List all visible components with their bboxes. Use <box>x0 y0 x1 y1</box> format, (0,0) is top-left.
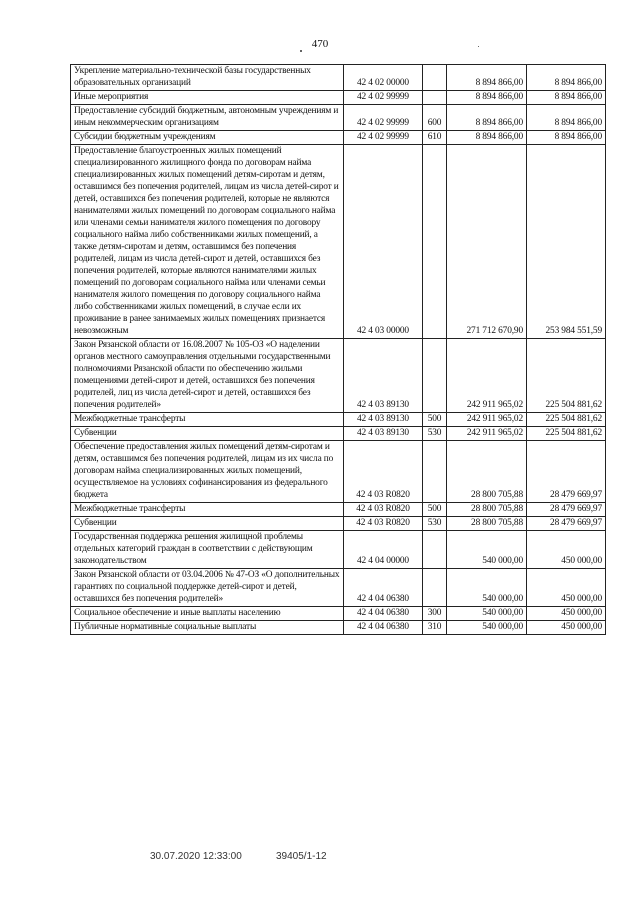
page-number: 470 <box>311 38 329 50</box>
row-sum-2021-cell: 225 504 881,62 <box>527 427 606 441</box>
table-row <box>71 145 606 339</box>
table-row <box>71 441 606 503</box>
row-code-cell: 42 4 03 89130 <box>344 427 423 441</box>
table-row <box>71 503 606 517</box>
row-expense-type-cell: 530 <box>423 427 447 441</box>
row-sum-2020-cell: 8 894 866,00 <box>447 91 527 105</box>
table-row <box>71 427 606 441</box>
row-code-cell: 42 4 03 R0820 <box>344 503 423 517</box>
row-expense-type-cell <box>423 65 447 91</box>
row-name-cell: Межбюджетные трансферты <box>71 503 344 517</box>
row-name-cell: Субвенции <box>71 517 344 531</box>
row-sum-2021-cell: 225 504 881,62 <box>527 339 606 413</box>
table-row <box>71 621 606 635</box>
row-name-cell: Обеспечение предоставления жилых помещений детям-сиротам и детям, оставшимся без попечения родителей, лицам из их числа по договорам найма специализированных жилых помещений, осуществляемое на условиях софинансирования из федерального бюджета <box>71 441 344 503</box>
table-row <box>71 413 606 427</box>
footer-document-id: 39405/1-12 <box>276 851 327 862</box>
row-expense-type-cell <box>423 441 447 503</box>
row-sum-2020-cell: 28 800 705,88 <box>447 517 527 531</box>
row-expense-type-cell: 500 <box>423 503 447 517</box>
row-name-cell: Субвенции <box>71 427 344 441</box>
row-sum-2021-cell: 8 894 866,00 <box>527 131 606 145</box>
scan-speck <box>478 46 479 47</box>
row-sum-2021-cell: 225 504 881,62 <box>527 413 606 427</box>
row-expense-type-cell: 610 <box>423 131 447 145</box>
row-code-cell: 42 4 04 06380 <box>344 621 423 635</box>
row-sum-2020-cell: 8 894 866,00 <box>447 131 527 145</box>
row-expense-type-cell <box>423 339 447 413</box>
row-sum-2020-cell: 540 000,00 <box>447 607 527 621</box>
row-code-cell: 42 4 03 89130 <box>344 413 423 427</box>
row-sum-2020-cell: 540 000,00 <box>447 621 527 635</box>
row-name-cell: Социальное обеспечение и иные выплаты населению <box>71 607 344 621</box>
table-row <box>71 569 606 607</box>
row-code-cell: 42 4 04 06380 <box>344 607 423 621</box>
row-sum-2020-cell: 8 894 866,00 <box>447 105 527 131</box>
row-code-cell: 42 4 02 99999 <box>344 131 423 145</box>
row-name-cell: Укрепление материально-технической базы государственных образовательных организаций <box>71 65 344 91</box>
row-sum-2021-cell: 28 479 669,97 <box>527 503 606 517</box>
row-sum-2021-cell: 8 894 866,00 <box>527 105 606 131</box>
row-name-cell: Предоставление субсидий бюджетным, автономным учреждениям и иным некоммерческим организациям <box>71 105 344 131</box>
row-sum-2021-cell: 450 000,00 <box>527 621 606 635</box>
table-row <box>71 65 606 91</box>
row-expense-type-cell <box>423 569 447 607</box>
row-sum-2020-cell: 242 911 965,02 <box>447 427 527 441</box>
row-expense-type-cell <box>423 91 447 105</box>
row-sum-2020-cell: 242 911 965,02 <box>447 339 527 413</box>
row-name-cell: Иные мероприятия <box>71 91 344 105</box>
row-name-cell: Закон Рязанской области от 16.08.2007 № 105-ОЗ «О наделении органов местного самоуправления отдельными государственными полномочиями Рязанской области по обеспечению жильми помещениями детей-сирот и детей, оставшихся без попечения родителей, лиц из числа детей-сирот и детей, оставшихся без попечения родителей» <box>71 339 344 413</box>
row-code-cell: 42 4 03 89130 <box>344 339 423 413</box>
row-sum-2021-cell: 450 000,00 <box>527 569 606 607</box>
row-code-cell: 42 4 03 00000 <box>344 145 423 339</box>
row-code-cell: 42 4 02 99999 <box>344 105 423 131</box>
table-row <box>71 339 606 413</box>
table-row <box>71 105 606 131</box>
row-expense-type-cell: 310 <box>423 621 447 635</box>
row-sum-2021-cell: 28 479 669,97 <box>527 441 606 503</box>
row-sum-2020-cell: 540 000,00 <box>447 569 527 607</box>
table-row <box>71 517 606 531</box>
table-row <box>71 91 606 105</box>
row-name-cell: Публичные нормативные социальные выплаты <box>71 621 344 635</box>
row-sum-2021-cell: 450 000,00 <box>527 531 606 569</box>
row-name-cell: Закон Рязанской области от 03.04.2006 № 47-ОЗ «О дополнительных гарантиях по социальной поддержке детей-сирот и детей, оставшихся без попечения родителей» <box>71 569 344 607</box>
row-sum-2020-cell: 28 800 705,88 <box>447 441 527 503</box>
row-code-cell: 42 4 02 00000 <box>344 65 423 91</box>
row-expense-type-cell: 530 <box>423 517 447 531</box>
scan-speck <box>300 50 302 52</box>
row-sum-2021-cell: 28 479 669,97 <box>527 517 606 531</box>
row-code-cell: 42 4 03 R0820 <box>344 441 423 503</box>
row-code-cell: 42 4 04 00000 <box>344 531 423 569</box>
row-sum-2021-cell: 253 984 551,59 <box>527 145 606 339</box>
row-sum-2020-cell: 8 894 866,00 <box>447 65 527 91</box>
row-expense-type-cell: 500 <box>423 413 447 427</box>
row-sum-2020-cell: 271 712 670,90 <box>447 145 527 339</box>
row-sum-2021-cell: 8 894 866,00 <box>527 65 606 91</box>
table-row <box>71 607 606 621</box>
row-name-cell: Предоставление благоустроенных жилых помещений специализированного жилищного фонда по договорам найма специализированных жилых помещений детям-сиротам и детям, оставшимся без попечения родителей, лицам из числа детей-сирот и детей, оставшихся без попечения родителей, которые не являются нанимателями жилых помещений по договорам социального найма или членами семьи нанимателя жилого помещения по договору социального найма либо собственниками жилых помещений, а также детям-сиротам и детям, оставшимся без попечения родителей, лицам из числа детей-сирот и детей, оставшихся без попечения родителей, которые являются нанимателями жилых помещений по договорам социального найма или членами семьи нанимателя жилого помещения по договору социального найма либо собственниками жилых помещений, в случае если их проживание в ранее занимаемых жилых помещениях признается невозможным <box>71 145 344 339</box>
row-sum-2020-cell: 540 000,00 <box>447 531 527 569</box>
row-sum-2021-cell: 450 000,00 <box>527 607 606 621</box>
row-name-cell: Государственная поддержка решения жилищной проблемы отдельных категорий граждан в соответствии с действующим законодательством <box>71 531 344 569</box>
row-code-cell: 42 4 03 R0820 <box>344 517 423 531</box>
row-sum-2021-cell: 8 894 866,00 <box>527 91 606 105</box>
row-name-cell: Субсидии бюджетным учреждениям <box>71 131 344 145</box>
row-sum-2020-cell: 242 911 965,02 <box>447 413 527 427</box>
footer-datetime: 30.07.2020 12:33:00 <box>150 851 242 862</box>
budget-table <box>70 64 606 635</box>
row-code-cell: 42 4 02 99999 <box>344 91 423 105</box>
row-expense-type-cell: 300 <box>423 607 447 621</box>
row-expense-type-cell: 600 <box>423 105 447 131</box>
row-name-cell: Межбюджетные трансферты <box>71 413 344 427</box>
row-expense-type-cell <box>423 531 447 569</box>
row-sum-2020-cell: 28 800 705,88 <box>447 503 527 517</box>
row-code-cell: 42 4 04 06380 <box>344 569 423 607</box>
row-expense-type-cell <box>423 145 447 339</box>
table-row <box>71 531 606 569</box>
table-row <box>71 131 606 145</box>
